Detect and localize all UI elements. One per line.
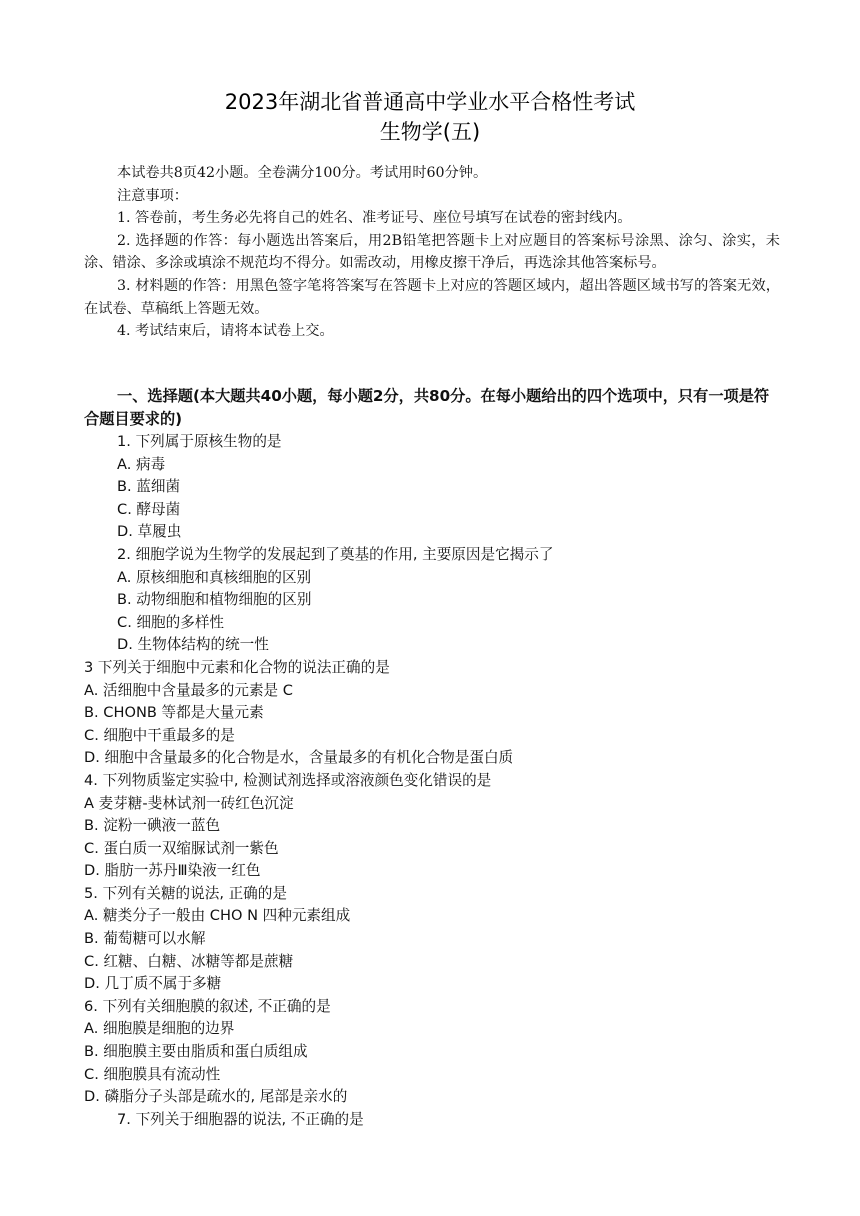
question-line: 2. 细胞学说为生物学的发展起到了奠基的作用, 主要原因是它揭示了	[117, 545, 554, 563]
question-line: D. 磷脂分子头部是疏水的, 尾部是亲水的	[84, 1088, 348, 1106]
question-line: A. 活细胞中含量最多的元素是 C	[84, 681, 293, 699]
notice-item-2: 2. 选择题的作答：每小题选出答案后，用2B铅笔把答题卡上对应题目的答案标号涂黑、涂匀、涂实，未涂、错涂、多涂或填涂不规范均不得分。如需改动，用橡皮擦干净后，再选涂其他答案标号。	[84, 232, 780, 272]
exam-title: 2023年湖北省普通高中学业水平合格性考试	[224, 90, 636, 114]
exam-subtitle: 生物学(五)	[379, 120, 481, 144]
notice-item-4: 4. 考试结束后，请将本试卷上交。	[117, 323, 334, 340]
question-line: D. 脂肪一苏丹Ⅲ染液一红色	[84, 862, 261, 880]
question-line: B. 葡萄糖可以水解	[84, 930, 206, 948]
instructions	[84, 162, 780, 343]
question-line: A. 糖类分子一般由 CHO N 四种元素组成	[84, 907, 351, 925]
question-line: C. 细胞的多样性	[117, 613, 225, 631]
question-line: B. 淀粉一碘液一蓝色	[84, 817, 221, 835]
question-line: D. 生物体结构的统一性	[117, 636, 269, 654]
question-line: C. 酵母菌	[117, 500, 181, 518]
question-list	[84, 431, 784, 1131]
question-line: 6. 下列有关细胞膜的叙述, 不正确的是	[84, 997, 331, 1015]
question-line: A. 细胞膜是细胞的边界	[84, 1020, 235, 1038]
notice-item-3: 3. 材料题的作答：用黑色签字笔将答案写在答题卡上对应的答题区域内，超出答题区域书写的答案无效，在试卷、草稿纸上答题无效。	[84, 277, 780, 317]
question-line: C. 细胞中干重最多的是	[84, 726, 235, 744]
question-line: C. 蛋白质一双缩脲试剂一紫色	[84, 839, 279, 857]
question-line: B. CHONB 等都是大量元素	[84, 704, 264, 722]
question-line: A. 病毒	[117, 455, 166, 473]
question-line: A 麦芽糖-斐林试剂一砖红色沉淀	[84, 794, 294, 812]
question-line: D. 几丁质不属于多糖	[84, 975, 222, 993]
question-line: B. 细胞膜主要由脂质和蛋白质组成	[84, 1043, 308, 1061]
question-line: 4. 下列物质鉴定实验中, 检测试剂选择或溶液颜色变化错误的是	[84, 771, 492, 789]
question-line: B. 蓝细菌	[117, 478, 181, 496]
question-line: 5. 下列有关糖的说法, 正确的是	[84, 884, 287, 902]
notice-item-1: 1. 答卷前，考生务必先将自己的姓名、准考证号、座位号填写在试卷的密封线内。	[117, 210, 632, 227]
question-line: 7. 下列关于细胞器的说法, 不正确的是	[117, 1110, 364, 1128]
section-heading: 一、选择题(本大题共40小题，每小题2分，共80分。在每小题给出的四个选项中，只有一项是符合题目要求的)	[84, 387, 770, 428]
exam-info: 本试卷共8页42小题。全卷满分100分。考试用时60分钟。	[117, 165, 488, 181]
question-line: C. 红糖、白糖、冰糖等都是蔗糖	[84, 952, 294, 970]
question-line: B. 动物细胞和植物细胞的区别	[117, 591, 312, 609]
question-line: D. 草履虫	[117, 523, 182, 541]
notice-heading: 注意事项：	[117, 187, 188, 204]
question-line: 3 下列关于细胞中元素和化合物的说法正确的是	[84, 658, 390, 676]
question-line: A. 原核细胞和真核细胞的区别	[117, 568, 312, 586]
question-line: D. 细胞中含量最多的化合物是水，含量最多的有机化合物是蛋白质	[84, 749, 514, 767]
question-line: 1. 下列属于原核生物的是	[117, 433, 282, 450]
question-line: C. 细胞膜具有流动性	[84, 1065, 221, 1083]
